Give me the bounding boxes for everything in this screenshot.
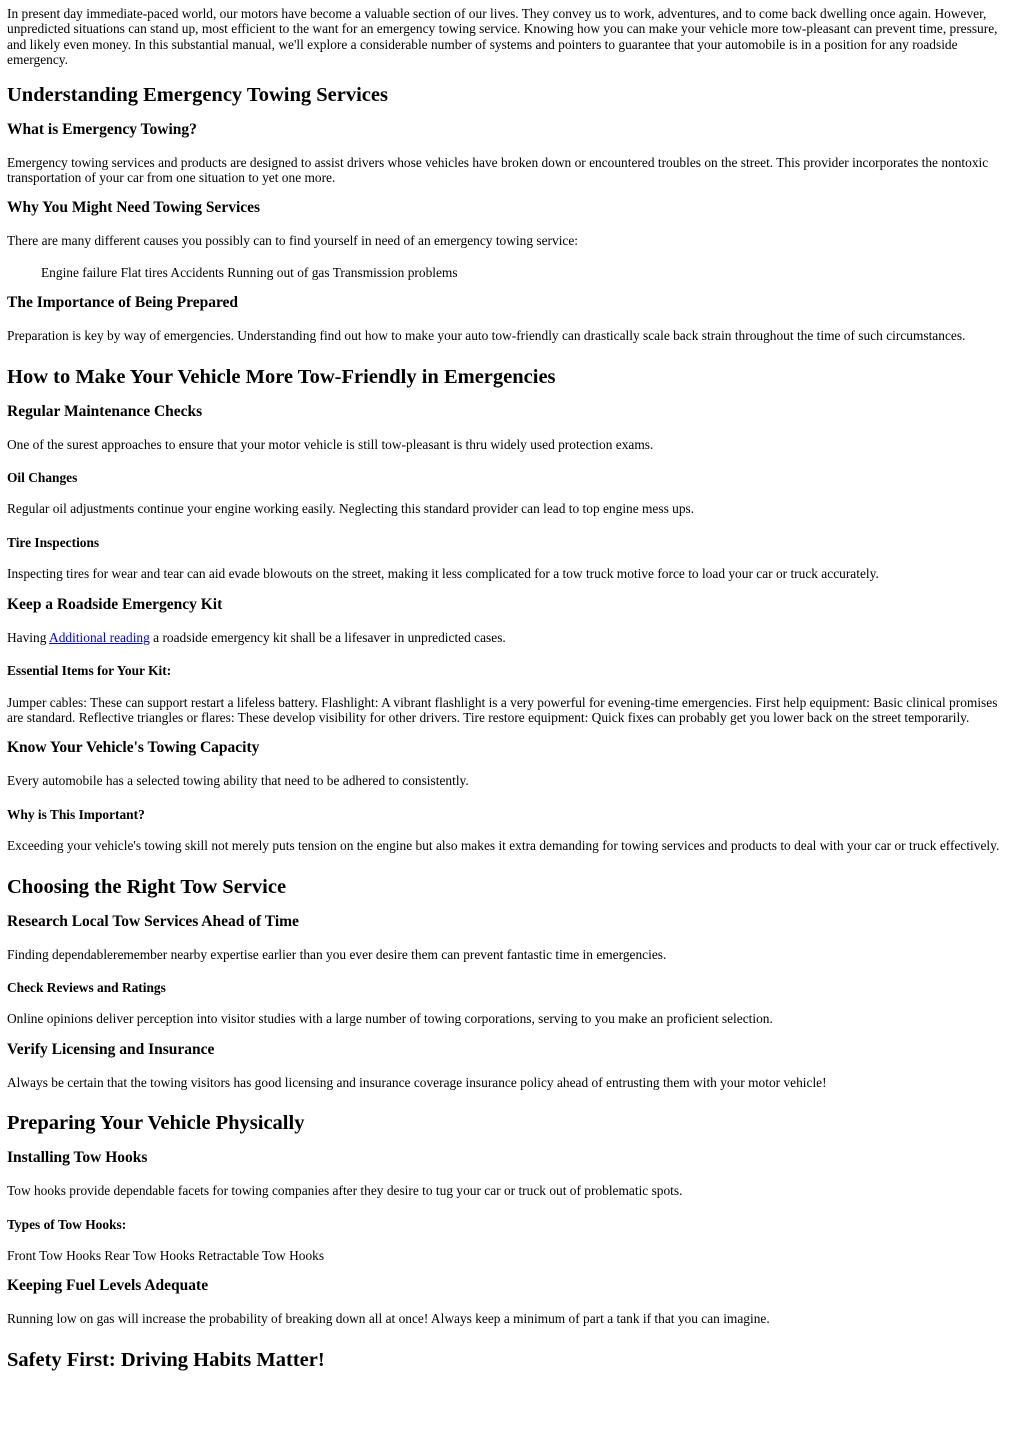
heading-preparing-physically: Preparing Your Vehicle Physically xyxy=(7,1112,305,1135)
paragraph-oil-changes: Regular oil adjustments continue your engine working easily. Neglecting this standard provider can lead to top engine mess ups. xyxy=(7,501,695,517)
heading-tire-inspections: Tire Inspections xyxy=(7,534,100,550)
heading-tow-friendly: How to Make Your Vehicle More Tow-Friendly in Emergencies xyxy=(7,365,556,388)
list-towing-causes: Engine failure Flat tires Accidents Running out of gas Transmission problems xyxy=(41,264,458,280)
paragraph-maintenance-checks: One of the surest approaches to ensure that your motor vehicle is still tow-pleasant is thru widely used protection exams. xyxy=(7,436,654,452)
heading-reviews-ratings: Check Reviews and Ratings xyxy=(7,979,166,995)
heading-towing-capacity: Know Your Vehicle's Towing Capacity xyxy=(7,739,260,757)
heading-why-important: Why is This Important? xyxy=(7,806,145,822)
heading-right-tow-service: Choosing the Right Tow Service xyxy=(7,875,287,898)
paragraph-what-is-towing: Emergency towing services and products are designed to assist drivers whose vehicles have broken down or encountered troubles on the street. This provider incorporates the nontoxic transportation of your car from one situation to yet one more. xyxy=(7,154,989,186)
heading-emergency-kit: Keep a Roadside Emergency Kit xyxy=(7,595,223,613)
paragraph-emergency-kit xyxy=(7,630,1016,645)
paragraph-tire-inspections: Inspecting tires for wear and tear can aid evade blowouts on the street, making it less complicated for a tow truck motive force to load your car or truck accurately. xyxy=(7,566,879,582)
heading-maintenance-checks: Regular Maintenance Checks xyxy=(7,402,203,420)
heading-essential-items: Essential Items for Your Kit: xyxy=(7,663,172,679)
heading-being-prepared: The Importance of Being Prepared xyxy=(7,294,239,312)
intro-paragraph: In present day immediate-paced world, our motors have become a valuable section of our lives. They convey us to work, adventures, and to come back dwelling once again. However, unpredicted situations can stand up, most efficient to the want for an emergency towing service. Knowing how you can make your vehicle more tow-pleasant can prevent time, pressure, and likely even money. In this substantial manual, we'll explore a considerable number of systems and pointers to guarantee that your automobile is in a position for any roadside emergency. xyxy=(7,6,998,68)
paragraph-reviews-ratings: Online opinions deliver perception into visitor studies with a large number of towing corporations, serving to you make an proficient selection. xyxy=(7,1011,773,1027)
heading-fuel-levels: Keeping Fuel Levels Adequate xyxy=(7,1277,209,1295)
kit-text-before: Having xyxy=(7,629,50,645)
heading-oil-changes: Oil Changes xyxy=(7,470,78,486)
list-tow-hook-types: Front Tow Hooks Rear Tow Hooks Retractable Tow Hooks xyxy=(7,1247,325,1263)
paragraph-why-important: Exceeding your vehicle's towing skill not merely puts tension on the engine but also makes it extra demanding for towing services and products to deal with your car or truck effectively. xyxy=(7,838,1000,854)
heading-tow-hooks: Installing Tow Hooks xyxy=(7,1149,148,1167)
paragraph-tow-hooks: Tow hooks provide dependable facets for towing companies after they desire to tug your car or truck out of problematic spots. xyxy=(7,1183,683,1199)
paragraph-why-need-towing: There are many different causes you possibly can to find yourself in need of an emergency towing service: xyxy=(7,233,579,249)
kit-text-after: a roadside emergency kit shall be a lifesaver in unpredicted cases. xyxy=(149,629,506,645)
heading-what-is-towing: What is Emergency Towing? xyxy=(7,120,197,138)
paragraph-essential-items: Jumper cables: These can support restart a lifeless battery. Flashlight: A vibrant flashlight is a very powerful for evening-time emergencies. First help equipment: Basic clinical promises are standard. Reflective triangles or flares: These develop visibility for other drivers. Tire restore equipment: Quick fixes can probably get you lower back on the street temporarily. xyxy=(7,694,998,725)
paragraph-fuel-levels: Running low on gas will increase the probability of breaking down all at once! Always keep a minimum of part a tank if that you can imagine. xyxy=(7,1311,770,1327)
heading-research-local: Research Local Tow Services Ahead of Time xyxy=(7,912,299,930)
paragraph-towing-capacity: Every automobile has a selected towing ability that need to be adhered to consistently. xyxy=(7,773,469,789)
paragraph-research-local: Finding dependableremember nearby expertise earlier than you ever desire them can prevent fantastic time in emergencies. xyxy=(7,946,667,962)
additional-reading-link[interactable]: Additional reading xyxy=(49,629,150,645)
heading-why-need-towing: Why You Might Need Towing Services xyxy=(7,199,261,217)
paragraph-licensing-insurance: Always be certain that the towing visitors has good licensing and insurance coverage insurance policy ahead of entrusting them with your motor vehicle! xyxy=(7,1074,827,1090)
heading-understanding-towing: Understanding Emergency Towing Services xyxy=(7,83,388,106)
heading-types-tow-hooks: Types of Tow Hooks: xyxy=(7,1216,127,1232)
paragraph-being-prepared: Preparation is key by way of emergencies. Understanding find out how to make your auto tow-friendly can drastically scale back strain throughout the time of such circumstances. xyxy=(7,328,966,344)
heading-licensing-insurance: Verify Licensing and Insurance xyxy=(7,1040,215,1058)
heading-safety-first: Safety First: Driving Habits Matter! xyxy=(7,1348,325,1371)
